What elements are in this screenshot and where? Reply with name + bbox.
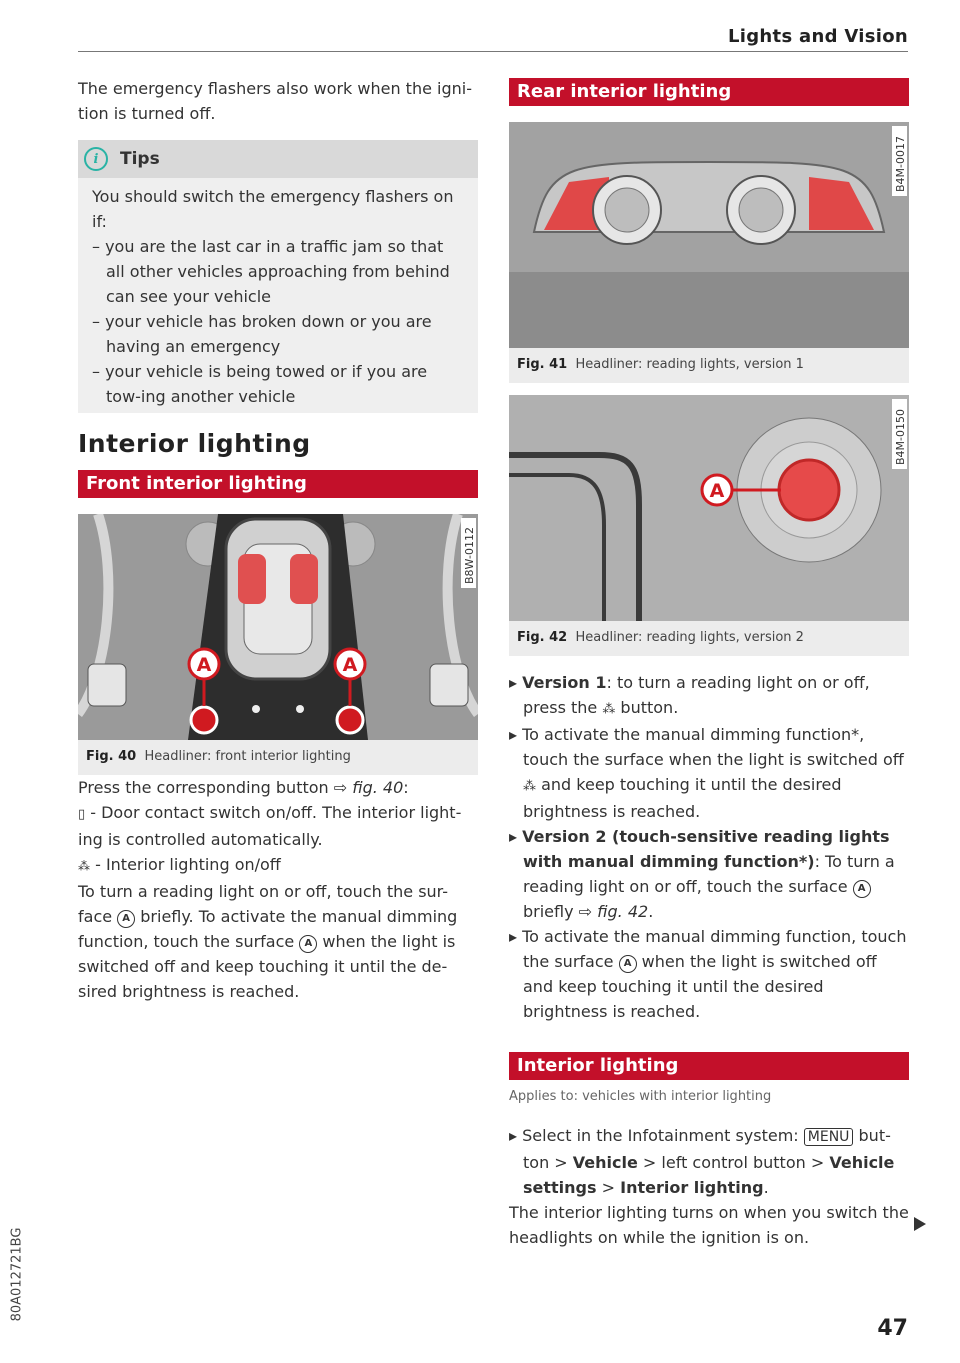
info-icon: i [84,147,108,171]
fig42-label: Fig. 42 [517,630,568,645]
figure-41 [509,122,909,383]
marker-a: A [619,955,637,973]
step4-text-a: To activate the manual dimming function, touch the surface [522,927,907,971]
menu-interior-lighting: Interior lighting [620,1178,764,1197]
tips-lead: You should switch the emergency flashers on if: [92,187,454,231]
fig40-marker-left: A [196,654,212,676]
fig41-caption-text: Headliner: reading lights, version 1 [575,357,804,372]
p4-text-c: when the light is switched off and keep touching it until the de-sired brightness is reached. [78,932,456,1001]
tips-item: – your vehicle has broken down or you are having an emergency [92,312,432,356]
intro-text: The emergency flashers also work when the igni-tion is turned off. [78,79,472,123]
step3-text-a: : To turn a reading light on or off, touch the surface [523,852,895,896]
fig40-code: B8W-0112 [463,527,476,584]
tips-header [78,140,478,178]
fig42-code: B4M-0150 [894,409,907,465]
tips-title: Tips [120,148,160,169]
fig41-caption [509,348,909,383]
reading-light-paragraph [78,879,478,1004]
fig42-caption [509,621,909,656]
fig41-label: Fig. 41 [517,357,568,372]
tips-list [92,234,464,409]
door-switch-icon: ▯ [78,807,86,822]
marker-a: A [853,880,871,898]
step3-text-b: briefly ⇨ [523,902,598,921]
side-doc-code [9,1210,42,1340]
front-interior-heading: Front interior lighting [78,470,478,498]
fig40-marker-right: A [342,654,358,676]
interior-lighting-paragraph [78,852,478,879]
step5-text-d: > [596,1178,621,1197]
p3-text: - Interior lighting on/off [90,855,281,874]
tips-body [78,178,478,413]
front-headliner-illustration [78,514,478,740]
step5-text-b: but-ton > [523,1126,891,1172]
fig40-label: Fig. 40 [86,749,137,764]
tips-item: – your vehicle is being towed or if you are tow-ing another vehicle [92,362,428,406]
doc-code-text: 80A012721BG [9,1227,25,1322]
figure-40 [78,514,478,775]
right-column [509,78,909,1250]
marker-a: A [117,910,135,928]
figure-42 [509,395,909,656]
p1-end: : [403,778,409,797]
step5-text-c: > left control button > [637,1153,830,1172]
step-item: ▸ To activate the manual dimming function*, touch the surface when the light is switched off ⁂ and keep touching it until the desired brightness is reached. [509,725,904,821]
tips-item: – you are the last car in a traffic jam so that all other vehicles approaching from behind can see your vehicle [92,237,450,306]
step3-bold: Version 2 (touch-sensitive reading lights with manual dimming function*) [522,827,890,871]
step-item: ▸ Version 2 (touch-sensitive reading lights with manual dimming function*): To turn a reading light on or off, touch the surface A briefly ⇨ fig. 42. [509,827,895,921]
door-contact-paragraph [78,800,478,852]
interior-lighting-heading: Interior lighting [509,1052,909,1080]
rear-headliner-v1-illustration [509,122,909,348]
reading-light-icon: ⁂ [602,702,616,717]
fig41-code: B4M-0017 [894,136,907,192]
step4-text-b: when the light is switched off and keep touching it until the desired brightness is reached. [523,952,877,1021]
p1-text: Press the corresponding button ⇨ [78,778,353,797]
step-item: ▸ Version 1: to turn a reading light on or off, press the ⁂ button. [509,673,870,717]
rear-steps-list [509,670,909,1024]
step1-end: button. [615,698,679,717]
page-number: 47 [877,1316,908,1341]
tips-box [78,140,478,413]
fig42-link[interactable]: fig. 42 [597,902,649,921]
reading-light-icon: ⁂ [523,779,536,794]
step1-bold: Version 1 [522,673,607,692]
menu-key: MENU [804,1128,854,1146]
rear-headliner-v2-illustration [509,395,909,621]
p2-text: - Door contact switch on/off. The interior light-ing is controlled automatically. [78,803,462,849]
press-button-paragraph [78,775,478,800]
fig40-caption-text: Headliner: front interior lighting [144,749,351,764]
section-heading: Interior lighting [78,429,311,458]
interior-light-icon: ⁂ [78,859,90,873]
p4-text-b: briefly. To activate the manual dimming function, touch the surface [78,907,458,951]
step2-text-b: and keep touching it until the desired brightness is reached. [523,775,842,821]
left-column [78,76,478,1004]
rear-interior-heading: Rear interior lighting [509,78,909,106]
fig40-caption [78,740,478,775]
header-rule [78,51,908,52]
outro-paragraph: The interior lighting turns on when you switch the headlights on while the ignition is on. [509,1203,909,1247]
step-item: ▸ Select in the Infotainment system: MENU but-ton > Vehicle > left control button > Vehicle settings > Interior lighting. [509,1126,895,1197]
menu-vehicle: Vehicle [572,1153,638,1172]
menu-steps-list [509,1123,909,1200]
fig40-link[interactable]: fig. 40 [352,778,404,797]
step2-text-a: To activate the manual dimming function*, touch the surface when the light is switched off [522,725,904,769]
step1-text: : to turn a reading light on or off, press the [523,673,870,717]
marker-a: A [299,935,317,953]
step-item: ▸ To activate the manual dimming function, touch the surface A when the light is switched off and keep touching it until the desired brightness is reached. [509,927,907,1021]
fig42-caption-text: Headliner: reading lights, version 2 [575,630,804,645]
step3-end: . [648,902,654,921]
step5-text-a: Select in the Infotainment system: [522,1126,804,1145]
applies-to-note: Applies to: vehicles with interior lighting [509,1089,772,1104]
fig42-marker: A [709,480,725,502]
step5-end: . [763,1178,769,1197]
menu-vehicle-settings: Vehicle settings [523,1153,895,1197]
p4-text-a: To turn a reading light on or off, touch the sur-face [78,882,448,926]
section-title: Lights and Vision [728,26,908,47]
continue-arrow-icon [914,1217,926,1231]
